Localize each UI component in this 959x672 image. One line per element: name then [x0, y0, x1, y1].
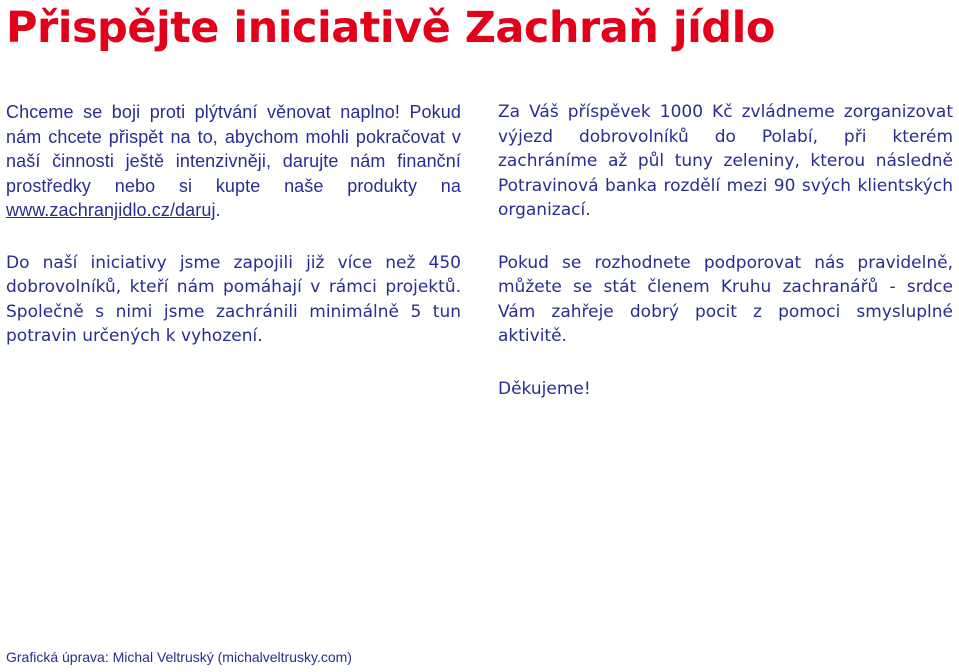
donation-text-end: .	[215, 200, 221, 220]
membership-paragraph: Pokud se rozhodnete podporovat nás pravidelně, můžete se stát členem Kruhu zachranářů - srdce Vám zahřeje dobrý pocit z pomoci smysluplné aktivitě.	[498, 252, 953, 346]
donation-link[interactable]: www.zachranjidlo.cz/daruj	[6, 200, 216, 220]
donation-text: Chceme se boji proti plýtvání věnovat naplno! Pokud nám chcete přispět na to, abychom mohli pokračovat v naší činnosti ještě intenzivněji, darujte nám finanční prostředky nebo si kupte naše produkty na	[6, 102, 461, 196]
page-title: Přispějte iniciativě Zachraň jídlo	[6, 3, 775, 53]
right-column	[498, 100, 953, 401]
left-column	[6, 100, 461, 349]
design-credit: Grafická úprava: Michal Veltruský (michalveltrusky.com)	[6, 649, 352, 665]
donation-paragraph	[6, 100, 461, 223]
contribution-paragraph: Za Váš příspěvek 1000 Kč zvládneme zorganizovat výjezd dobrovolníků do Polabí, při kterém zachráníme až půl tuny zeleniny, kterou následně Potravinová banka rozdělí mezi 90 svých klientských organizací.	[498, 102, 953, 220]
thanks-text: Děkujeme!	[498, 378, 591, 399]
volunteers-paragraph: Do naší iniciativy jsme zapojili již více než 450 dobrovolníků, kteří nám pomáhají v rámci projektů. Společně s nimi jsme zachránili minimálně 5 tun potravin určených k vyhození.	[6, 252, 461, 346]
